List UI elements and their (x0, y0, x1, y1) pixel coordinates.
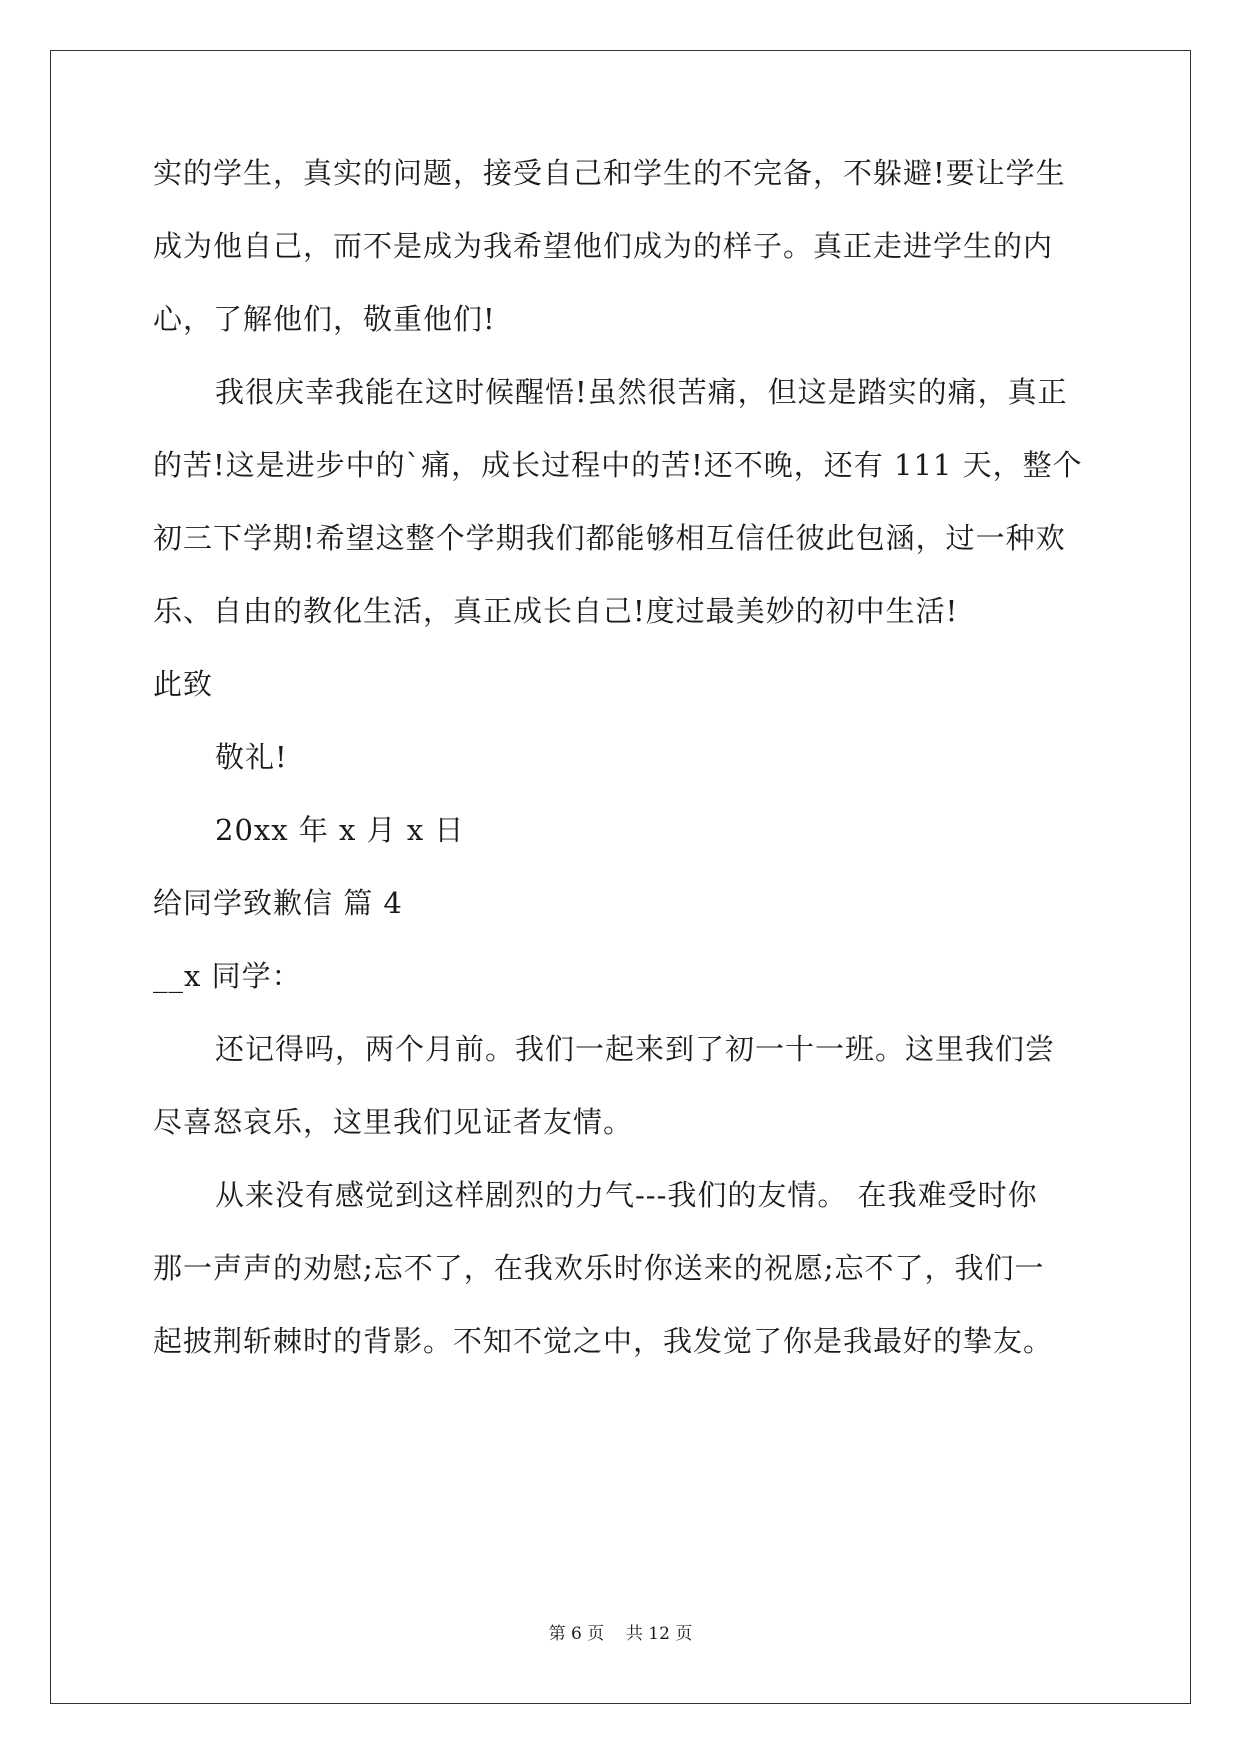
body-text-line: 乐、自由的教化生活，真正成长自己!度过最美妙的初中生活! (153, 594, 959, 628)
body-text-line: 那一声声的劝慰;忘不了，在我欢乐时你送来的祝愿;忘不了，我们一 (153, 1251, 1045, 1285)
body-text-line: 我很庆幸我能在这时候醒悟!虽然很苦痛，但这是踏实的痛，真正 (215, 375, 1068, 409)
salutation-closing: 此致 (153, 667, 214, 701)
letter-date: 20xx 年 x 月 x 日 (215, 813, 465, 847)
body-text-line: 尽喜怒哀乐，这里我们见证者友情。 (153, 1105, 634, 1139)
salutation-regards: 敬礼! (215, 740, 288, 774)
body-text-line: 心，了解他们，敬重他们! (153, 302, 496, 336)
body-text-line: 的苦!这是进步中的`痛，成长过程中的苦!还不晚，还有 111 天，整个 (153, 448, 1083, 482)
body-text-line: 还记得吗，两个月前。我们一起来到了初一十一班。这里我们尝 (215, 1032, 1056, 1066)
body-text-line: 成为他自己，而不是成为我希望他们成为的样子。真正走进学生的内 (153, 229, 1054, 263)
letter-greeting: __x 同学： (153, 959, 302, 993)
body-text-line: 初三下学期!希望这整个学期我们都能够相互信任彼此包涵，过一种欢 (153, 521, 1066, 555)
page-number-footer: 第 6 页 共 12 页 (548, 1624, 693, 1644)
section-heading: 给同学致歉信 篇 4 (153, 886, 403, 920)
body-text-line: 起披荆斩棘时的背影。不知不觉之中，我发觉了你是我最好的挚友。 (153, 1324, 1054, 1358)
body-text-line: 实的学生，真实的问题，接受自己和学生的不完备，不躲避!要让学生 (153, 156, 1066, 190)
body-text-line: 从来没有感觉到这样剧烈的力气---我们的友情。 在我难受时你 (215, 1178, 1038, 1212)
